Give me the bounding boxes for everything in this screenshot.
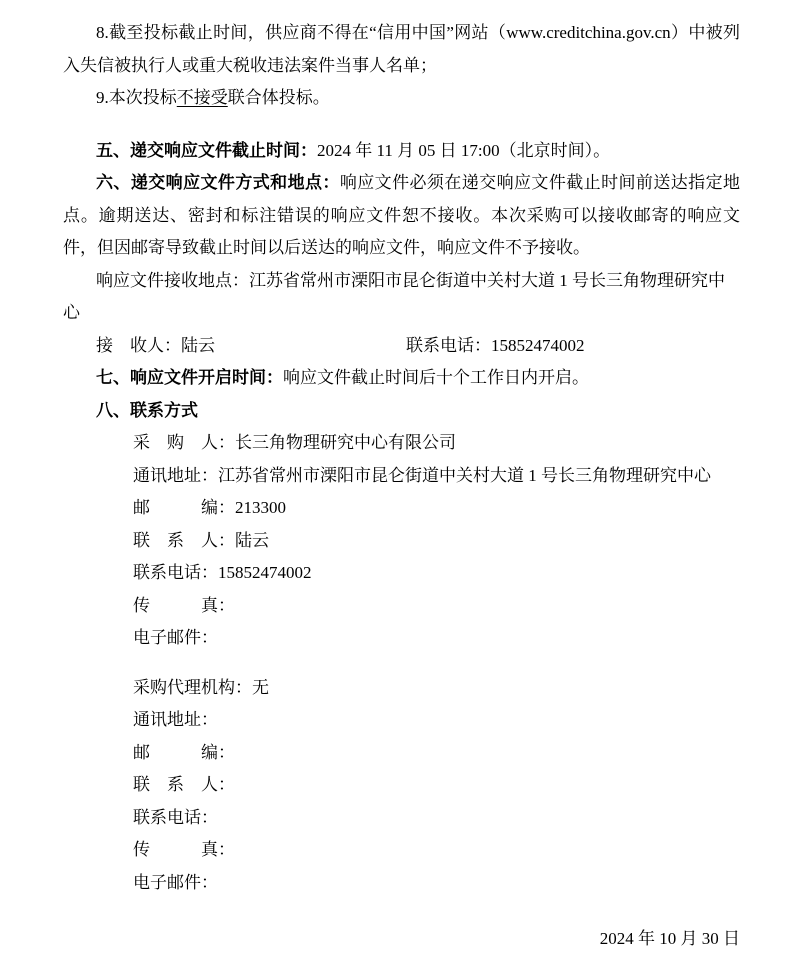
receiver-part	[96, 336, 215, 355]
opening-time-text: 响应文件截止时间后十个工作日内开启。	[283, 368, 589, 387]
agency-phone-label: 联系电话：	[133, 807, 218, 827]
agency-contact-person-row	[133, 769, 740, 802]
agency-name-label: 采购代理机构：	[133, 677, 252, 697]
agency-fax-label: 传 真：	[133, 840, 235, 859]
agency-email-label: 电子邮件：	[133, 872, 218, 892]
agency-address-label: 通讯地址：	[133, 710, 218, 729]
receiver-phone-part	[373, 330, 585, 363]
receiver-phone-label: 联系电话：	[406, 335, 491, 355]
section-8-heading: 八、联系方式	[96, 400, 198, 420]
section-5-line	[63, 135, 740, 168]
agency-contact-block	[63, 672, 740, 900]
no-consortium-underlined-text: 不接受	[176, 88, 228, 107]
agency-address-row	[133, 704, 740, 737]
purchaser-phone-value: 15852474002	[218, 563, 312, 582]
clause-9-suffix: 联合体投标。	[227, 88, 330, 107]
purchaser-phone-label: 联系电话：	[133, 563, 218, 582]
purchaser-email-label: 电子邮件：	[133, 628, 218, 647]
agency-phone-row	[133, 802, 740, 835]
agency-contact-person-label: 联 系 人：	[133, 775, 235, 794]
purchaser-name-row	[133, 427, 740, 460]
purchaser-contact-person-label: 联 系 人：	[133, 530, 235, 550]
purchaser-postcode-value: 213300	[235, 498, 286, 517]
section-7-heading: 七、响应文件开启时间：	[96, 368, 283, 387]
section-7-line	[63, 362, 740, 395]
purchaser-email-row	[133, 622, 740, 655]
agency-email-row	[133, 867, 740, 900]
purchaser-name-value: 长三角物理研究中心有限公司	[235, 433, 456, 452]
receiver-line	[63, 330, 740, 363]
receiver-name: 陆云	[181, 335, 215, 355]
receive-location-line: 响应文件接收地点：江苏省常州市溧阳市昆仑街道中关村大道 1 号长三角物理研究中心	[63, 270, 725, 322]
agency-name-row	[133, 672, 740, 705]
purchaser-address-label: 通讯地址：	[133, 465, 218, 485]
purchaser-address-row	[133, 460, 740, 493]
purchaser-contact-person-value: 陆云	[235, 530, 269, 550]
submission-deadline-value: 2024 年 11 月 05 日 17:00（北京时间）。	[317, 140, 611, 160]
purchaser-fax-row	[133, 590, 740, 623]
receiver-phone-value: 15852474002	[491, 335, 585, 355]
purchaser-fax-label: 传 真：	[133, 595, 235, 615]
agency-postcode-label: 邮 编：	[133, 742, 235, 762]
purchaser-address-value: 江苏省常州市溧阳市昆仑街道中关村大道 1 号长三角物理研究中心	[218, 465, 711, 485]
clause-9-prefix: 9.本次投标	[96, 88, 177, 107]
document-date: 2024 年 10 月 30 日	[599, 929, 740, 948]
purchaser-phone-row	[133, 557, 740, 590]
agency-fax-row	[133, 834, 740, 867]
purchaser-postcode-row	[133, 492, 740, 525]
clause-9-line	[63, 82, 740, 115]
purchaser-postcode-label: 邮 编：	[133, 498, 235, 517]
clause-8-text: 8.截至投标截止时间，供应商不得在“信用中国”网站（www.creditchina.gov.cn）中被列入失信被执行人或重大税收违法案件当事人名单；	[63, 23, 740, 75]
purchaser-contact-person-row	[133, 525, 740, 558]
submission-method-text: 响应文件必须在递交响应文件截止时间前送达指定地点。逾期送达、密封和标注错误的响应文件恕不接收。本次采购可以接收邮寄的响应文件，但因邮寄导致截止时间以后送达的响应文件，响应文件不予接收。	[63, 173, 741, 257]
purchaser-contact-block	[63, 427, 740, 655]
section-5-heading: 五、递交响应文件截止时间：	[96, 140, 317, 160]
agency-postcode-row	[133, 737, 740, 770]
purchaser-name-label: 采 购 人：	[133, 433, 235, 452]
receiver-label: 接 收人：	[96, 335, 181, 355]
agency-name-value: 无	[252, 677, 269, 697]
section-6-heading: 六、递交响应文件方式和地点：	[96, 173, 340, 192]
section-6-line	[63, 167, 740, 265]
